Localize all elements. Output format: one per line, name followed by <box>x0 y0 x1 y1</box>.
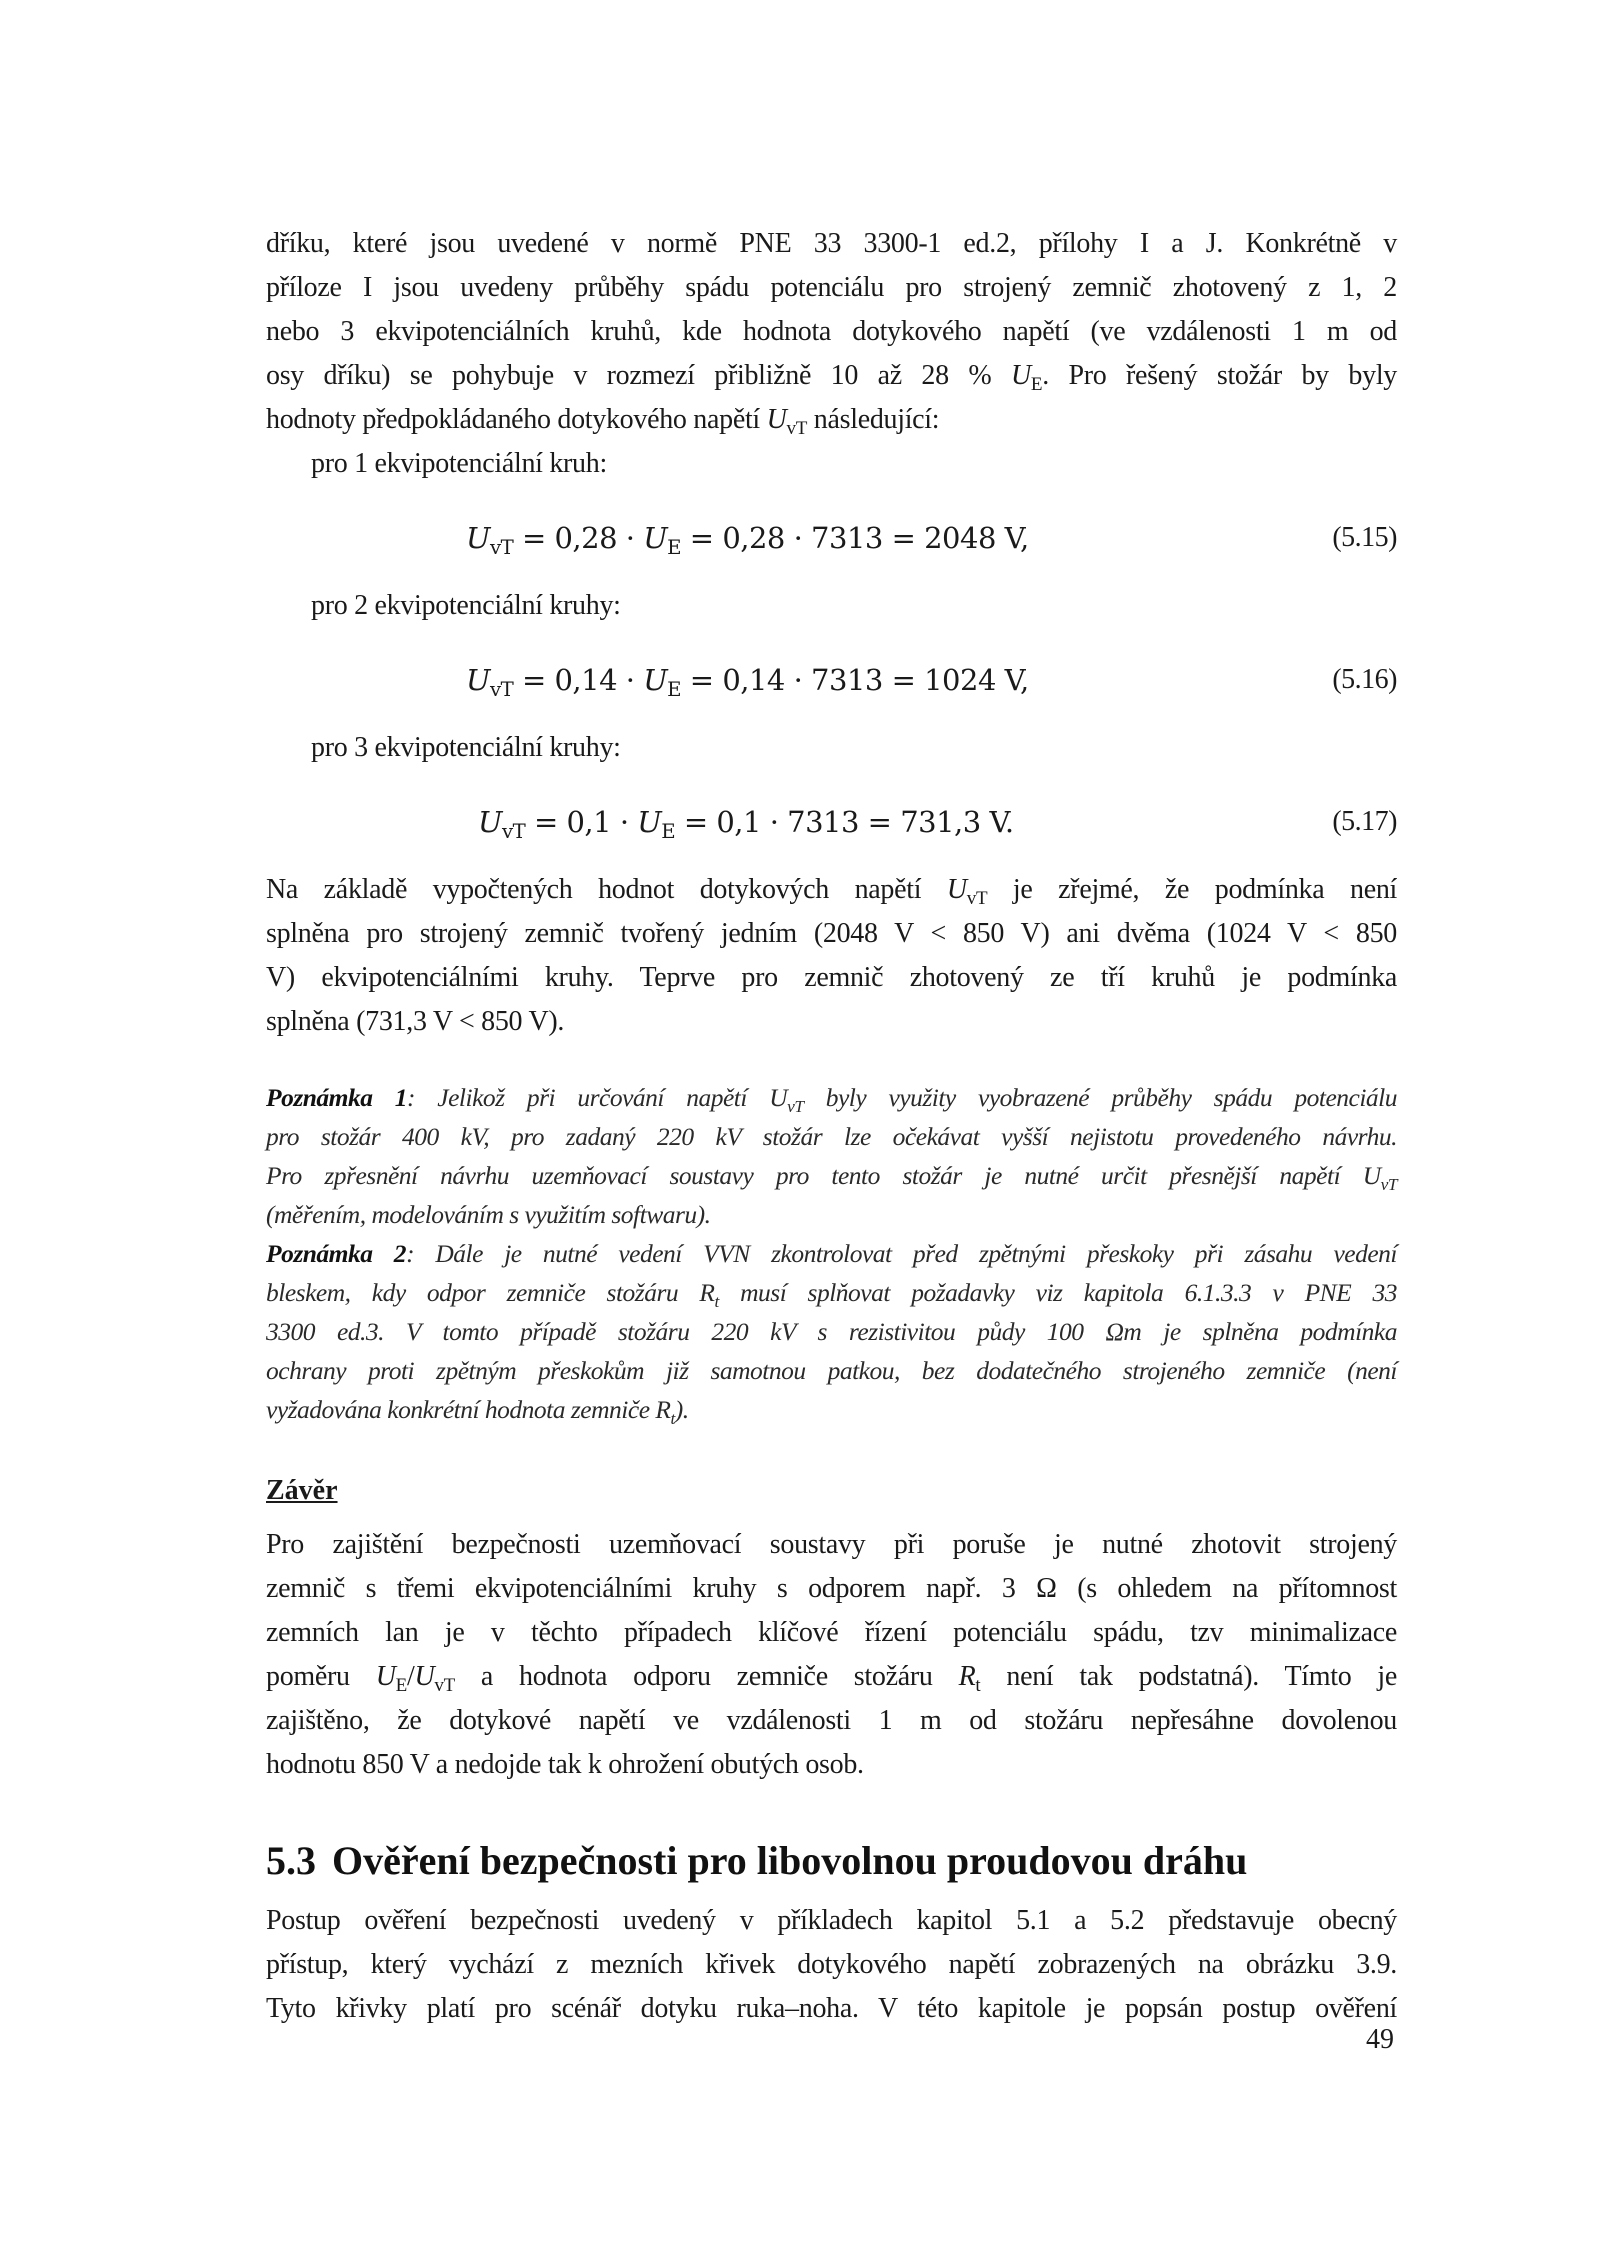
text-line: poměru $U_E/U_{vT}$ a hodnota odporu zemniče stožáru $R_t$ není tak podstatná). Tímto je <box>266 1661 1398 1696</box>
text-line: dříku, které jsou uvedené v normě PNE 33 3300-1 ed.2, přílohy I a J. Konkrétně v <box>266 228 1397 259</box>
text-line: zemních lan je v těchto případech klíčové řízení potenciálu spádu, tzv minimalizace <box>266 1617 1397 1648</box>
text-line: bleskem, kdy odpor zemniče stožáru $R_t$ musí splňovat požadavky viz kapitola 6.1.3.3 v PNE 33 <box>266 1278 1398 1311</box>
section-number: 5.3 <box>266 1838 316 1883</box>
text-line: Na základě vypočtených hodnot dotykových napětí $U_{vT}$ je zřejmé, že podmínka není <box>266 874 1397 909</box>
text-line: Poznámka 2: Dále je nutné vedení VVN zkontrolovat před zpětnými přeskoky při zásahu vedení <box>266 1239 1397 1268</box>
equation-5-15 <box>266 516 1397 560</box>
case-label: pro 2 ekvipotenciální kruhy: <box>311 590 621 621</box>
note-title: Poznámka 1 <box>266 1083 408 1112</box>
text-line: ochrany proti zpětným přeskokům již samotnou patkou, bez dodatečného strojeného zemniče (není <box>266 1356 1397 1385</box>
text-line: nebo 3 ekvipotenciálních kruhů, kde hodnota dotykového napětí (ve vzdálenosti 1 m od <box>266 316 1397 347</box>
text-line: Postup ověření bezpečnosti uvedený v příkladech kapitol 5.1 a 5.2 představuje obecný <box>266 1905 1397 1936</box>
case-label: pro 3 ekvipotenciální kruhy: <box>311 732 621 763</box>
text-line: osy dříku) se pohybuje v rozmezí přibližně 10 až 28 % $U_E$. Pro řešený stožár by byly <box>266 360 1397 395</box>
equation-number: (5.16) <box>1332 664 1397 695</box>
equation-5-17 <box>266 800 1397 844</box>
text-line: Pro zajištění bezpečnosti uzemňovací soustavy při poruše je nutné zhotovit strojený <box>266 1529 1397 1560</box>
text-line: splněna pro strojený zemnič tvořený jedním (2048 V < 850 V) ani dvěma (1024 V < 850 <box>266 918 1397 949</box>
equation-5-16 <box>266 658 1397 702</box>
text-line: zajištěno, že dotykové napětí ve vzdálenosti 1 m od stožáru nepřesáhne dovolenou <box>266 1705 1397 1736</box>
conclusion-heading: Závěr <box>266 1475 338 1506</box>
text-line: splněna (731,3 V < 850 V). <box>266 1006 565 1037</box>
text-line: přístup, který vychází z mezních křivek dotykového napětí zobrazených na obrázku 3.9. <box>266 1949 1397 1980</box>
section-heading <box>266 1833 1397 1889</box>
text-line: příloze I jsou uvedeny průběhy spádu potenciálu pro strojený zemnič zhotovený z 1, 2 <box>266 272 1397 303</box>
text-line: Tyto křivky platí pro scénář dotyku ruka–noha. V této kapitole je popsán postup ověření <box>266 1993 1397 2024</box>
equation-expression: $U_{vT} = 0,28 \cdot U_E = 0,28 \cdot 7313 = 2048$ V, <box>466 521 1029 559</box>
text-line: Poznámka 1: Jelikož při určování napětí $U_{vT}$ byly využity vyobrazené průběhy spádu potenciálu <box>266 1083 1397 1116</box>
conclusion-paragraph <box>266 1523 1397 1787</box>
page-content <box>266 222 1397 2031</box>
case-label: pro 1 ekvipotenciální kruh: <box>311 448 607 479</box>
notes-block <box>266 1078 1397 1429</box>
equation-number: (5.15) <box>1332 522 1397 553</box>
note-1 <box>266 1078 1397 1234</box>
equation-expression: $U_{vT} = 0,1 \cdot U_E = 0,1 \cdot 7313 = 731,3$ V. <box>478 805 1014 843</box>
text-line: 3300 ed.3. V tomto případě stožáru 220 kV s rezistivitou půdy 100 Ωm je splněna podmínka <box>266 1317 1397 1346</box>
text-line: vyžadována konkrétní hodnota zemniče $R_t$). <box>266 1395 689 1428</box>
section-title: Ověření bezpečnosti pro libovolnou proudovou dráhu <box>332 1838 1248 1883</box>
text-line: V) ekvipotenciálními kruhy. Teprve pro zemnič zhotovený ze tří kruhů je podmínka <box>266 962 1397 993</box>
evaluation-paragraph <box>266 868 1397 1044</box>
note-2 <box>266 1234 1397 1429</box>
section-paragraph <box>266 1899 1397 2031</box>
text-line: pro stožár 400 kV, pro zadaný 220 kV stožár lze očekávat vyšší nejistotu provedeného návrhu. <box>266 1122 1397 1151</box>
text-line: hodnotu 850 V a nedojde tak k ohrožení obutých osob. <box>266 1749 864 1780</box>
equation-number: (5.17) <box>1332 806 1397 837</box>
intro-paragraph <box>266 222 1397 442</box>
text-line: Pro zpřesnění návrhu uzemňovací soustavy pro tento stožár je nutné určit přesnější napětí $U_{vT}$ <box>266 1161 1397 1194</box>
page-number: 49 <box>1366 2024 1394 2055</box>
equation-expression: $U_{vT} = 0,14 \cdot U_E = 0,14 \cdot 7313 = 1024$ V, <box>466 663 1029 701</box>
text-line: hodnoty předpokládaného dotykového napětí $U_{vT}$ následující: <box>266 404 940 439</box>
note-title: Poznámka 2 <box>266 1239 407 1268</box>
text-line: (měřením, modelováním s využitím softwaru). <box>266 1200 711 1229</box>
text-line: zemnič s třemi ekvipotenciálními kruhy s odporem např. 3 Ω (s ohledem na přítomnost <box>266 1573 1397 1604</box>
